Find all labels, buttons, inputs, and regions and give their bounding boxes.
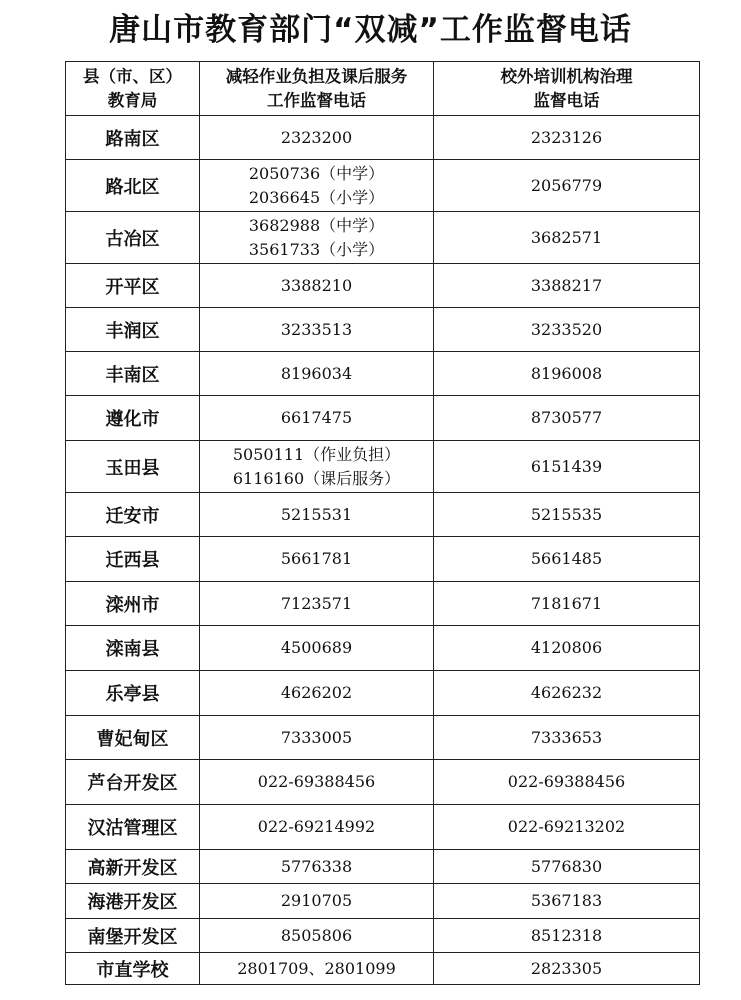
phone-number: 5661781 [280, 549, 353, 568]
phone-number: 5776338 [280, 856, 353, 876]
district-cell: 迁安市 [66, 493, 200, 537]
district-cell: 汉沽管理区 [66, 805, 200, 850]
training-phone-cell [434, 308, 700, 352]
training-phone-cell [434, 850, 700, 884]
header-burden-line: 减轻作业负担及课后服务 [225, 66, 408, 86]
district-cell: 滦州市 [66, 582, 200, 626]
burden-phone-cell [200, 264, 434, 308]
district-cell: 市直学校 [66, 953, 200, 985]
district-cell: 迁西县 [66, 537, 200, 582]
district-cell: 芦台开发区 [66, 760, 200, 805]
phone-number: 2056779 [530, 175, 603, 195]
table-row [66, 582, 700, 626]
training-phone-cell [434, 352, 700, 396]
burden-phone-cell [200, 919, 434, 953]
phone-number: 7333005 [280, 727, 353, 747]
phone-number: 4500689 [280, 638, 353, 657]
phone-number: 2823305 [530, 958, 603, 978]
header-district-line: 教育局 [107, 90, 158, 110]
burden-phone-cell [200, 805, 434, 850]
phone-number: 2323126 [530, 127, 603, 147]
table-row [66, 212, 700, 264]
burden-phone-cell [200, 441, 434, 493]
phone-number: 022-69388456 [507, 772, 626, 791]
header-district [66, 62, 200, 116]
phone-number: 8512318 [530, 925, 603, 945]
table-row [66, 671, 700, 716]
phone-number: 3682571 [530, 227, 603, 247]
burden-phone-cell [200, 626, 434, 671]
phone-number: 2910705 [280, 891, 353, 910]
district-cell: 滦南县 [66, 626, 200, 671]
training-phone-cell [434, 626, 700, 671]
table-row [66, 760, 700, 805]
district-cell: 海港开发区 [66, 884, 200, 919]
phone-number: 6151439 [530, 456, 603, 476]
training-phone-cell [434, 953, 700, 985]
phone-number: 3233520 [530, 319, 603, 339]
header-training-phone [434, 62, 700, 116]
phone-number: 6617475 [280, 408, 353, 427]
district-cell: 南堡开发区 [66, 919, 200, 953]
burden-phone-cell [200, 716, 434, 760]
header-district-line: 县（市、区） [83, 66, 182, 86]
phone-number: 7181671 [530, 593, 603, 613]
table-row [66, 396, 700, 441]
district-cell: 丰润区 [66, 308, 200, 352]
phone-number: 7123571 [280, 593, 353, 613]
training-phone-cell [434, 919, 700, 953]
table-row [66, 850, 700, 884]
page-title: 唐山市教育部门“双减”工作监督电话 [109, 12, 632, 48]
phone-number: 5776830 [530, 856, 603, 876]
phone-number: 5367183 [530, 891, 603, 910]
phone-number: 8505806 [280, 925, 353, 945]
training-phone-cell [434, 264, 700, 308]
header-training-line: 监督电话 [533, 90, 600, 110]
phone-number: 2050736（中学） [248, 163, 385, 183]
phone-number: 3388217 [530, 275, 603, 295]
burden-phone-cell [200, 671, 434, 716]
training-phone-cell [434, 884, 700, 919]
table-row [66, 264, 700, 308]
phone-number: 6116160（课后服务） [232, 468, 401, 488]
table-row [66, 626, 700, 671]
phone-number: 3561733（小学） [248, 239, 385, 259]
table-row [66, 441, 700, 493]
table-row [66, 805, 700, 850]
phone-number: 3388210 [280, 275, 353, 295]
burden-phone-cell [200, 116, 434, 160]
phone-number: 022-69213202 [507, 817, 626, 836]
phone-number: 8730577 [530, 408, 603, 427]
training-phone-cell [434, 116, 700, 160]
district-cell: 丰南区 [66, 352, 200, 396]
training-phone-cell [434, 760, 700, 805]
burden-phone-cell [200, 582, 434, 626]
phone-number: 5661485 [530, 549, 603, 568]
phone-number: 4626202 [280, 683, 353, 702]
header-burden-phone [200, 62, 434, 116]
phone-number: 2801709、2801099 [237, 958, 396, 978]
table-row [66, 884, 700, 919]
training-phone-cell [434, 805, 700, 850]
burden-phone-cell [200, 493, 434, 537]
training-phone-cell [434, 212, 700, 264]
phone-number: 3682988（中学） [248, 215, 385, 235]
district-cell: 乐亭县 [66, 671, 200, 716]
burden-phone-cell [200, 396, 434, 441]
table-row [66, 919, 700, 953]
phone-number: 2036645（小学） [248, 187, 385, 207]
burden-phone-cell [200, 850, 434, 884]
table-row [66, 953, 700, 985]
burden-phone-cell [200, 760, 434, 805]
training-phone-cell [434, 716, 700, 760]
training-phone-cell [434, 160, 700, 212]
table-row [66, 116, 700, 160]
header-training-line: 校外培训机构治理 [500, 66, 633, 86]
header-burden-line: 工作监督电话 [267, 90, 366, 110]
training-phone-cell [434, 582, 700, 626]
table-row [66, 537, 700, 582]
phone-number: 4626232 [530, 683, 603, 702]
burden-phone-cell [200, 537, 434, 582]
district-cell: 曹妃甸区 [66, 716, 200, 760]
district-cell: 遵化市 [66, 396, 200, 441]
burden-phone-cell [200, 308, 434, 352]
table-row [66, 352, 700, 396]
training-phone-cell [434, 493, 700, 537]
district-cell: 路南区 [66, 116, 200, 160]
training-phone-cell [434, 441, 700, 493]
district-cell: 古冶区 [66, 212, 200, 264]
burden-phone-cell [200, 160, 434, 212]
table-header-row [66, 62, 700, 116]
table-row [66, 716, 700, 760]
phone-number: 8196034 [280, 363, 353, 383]
phone-number: 8196008 [530, 363, 603, 383]
phone-number: 5215531 [280, 504, 353, 524]
district-cell: 开平区 [66, 264, 200, 308]
training-phone-cell [434, 396, 700, 441]
phone-number: 2323200 [280, 127, 353, 147]
table-row [66, 493, 700, 537]
burden-phone-cell [200, 884, 434, 919]
district-cell: 路北区 [66, 160, 200, 212]
table-row [66, 308, 700, 352]
supervision-phone-table [65, 61, 700, 985]
phone-number: 7333653 [530, 727, 603, 747]
phone-number: 022-69388456 [257, 772, 376, 791]
training-phone-cell [434, 537, 700, 582]
burden-phone-cell [200, 352, 434, 396]
burden-phone-cell [200, 212, 434, 264]
table-row [66, 160, 700, 212]
phone-number: 022-69214992 [257, 817, 376, 836]
phone-number: 4120806 [530, 638, 603, 657]
phone-number: 5215535 [530, 504, 603, 524]
burden-phone-cell [200, 953, 434, 985]
district-cell: 高新开发区 [66, 850, 200, 884]
district-cell: 玉田县 [66, 441, 200, 493]
phone-number: 5050111（作业负担） [232, 444, 401, 464]
training-phone-cell [434, 671, 700, 716]
phone-number: 3233513 [280, 319, 353, 339]
